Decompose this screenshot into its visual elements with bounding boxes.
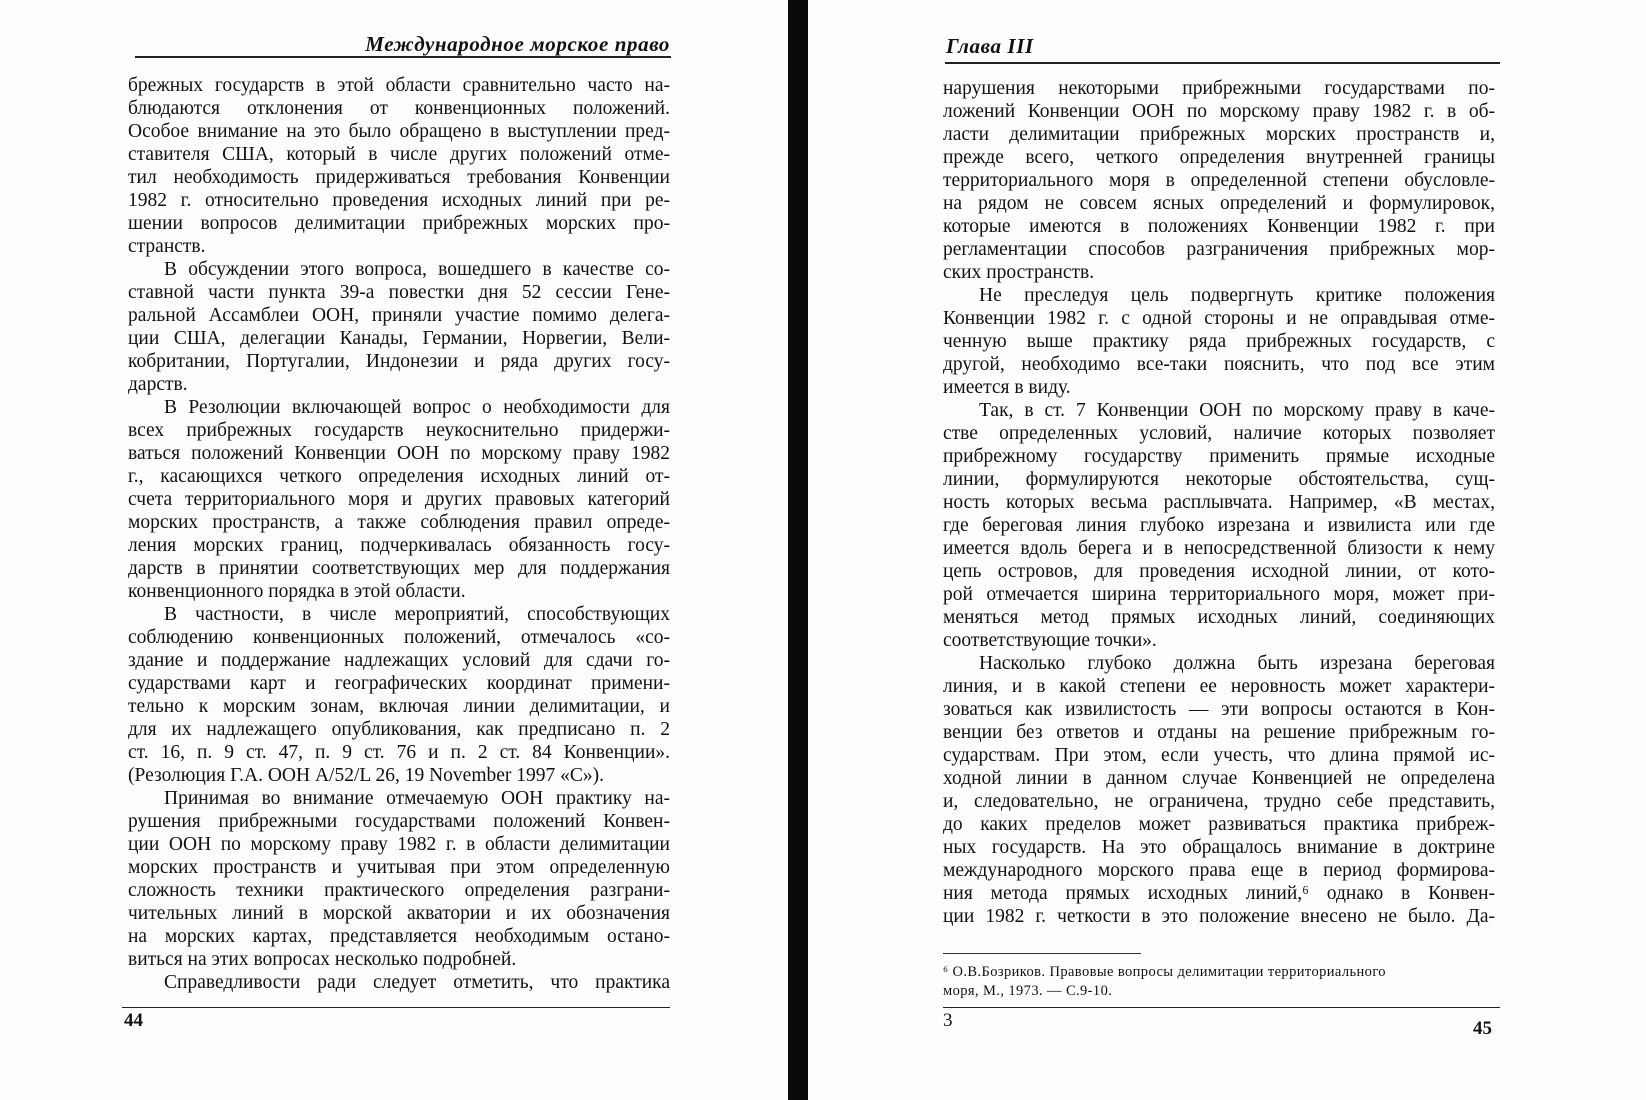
footer-rule [943, 1007, 1500, 1008]
text-line: прежде всего, четкого определения внутренней границы [943, 147, 1495, 168]
sheet-mark: 3 [943, 1010, 953, 1031]
text-line: которые имеются в положениях Конвенции 1982 г. при [943, 216, 1495, 237]
text-line: нарушения некоторыми прибрежными государствами по- [943, 78, 1495, 99]
text-line: на рядом не совсем ясных определений и формулировок, [943, 193, 1495, 214]
text-line: морских пространств и учитывая при этом определенную [128, 857, 670, 878]
page-number: 44 [124, 1010, 143, 1031]
left-page [0, 0, 790, 1100]
book-spine [788, 0, 808, 1100]
text-line: ложений Конвенции ООН по морскому праву 1982 г. в об- [943, 101, 1495, 122]
text-line: счета территориального моря и других правовых категорий [128, 489, 670, 510]
text-line: В Резолюции включающей вопрос о необходимости для [164, 397, 670, 418]
text-line: ставной части пункта 39-а повестки дня 52 сессии Гене- [128, 282, 670, 303]
text-line: соответствующие точки». [943, 630, 1157, 651]
text-line: до каких пределов может развиваться практика прибреж- [943, 814, 1495, 835]
text-line: блюдаются отклонения от конвенционных положений. [128, 98, 670, 119]
text-line: тельно к морским зонам, включая линии делимитации, и [128, 696, 670, 717]
header-rule [945, 62, 1500, 64]
text-line: меняться метод прямых исходных линий, соединяющих [943, 607, 1495, 628]
text-line: 1982 г. относительно проведения исходных линий при ре- [128, 190, 670, 211]
text-line: ции США, делегации Канады, Германии, Норвегии, Вели- [128, 328, 670, 349]
text-line: где береговая линия глубоко изрезана и извилиста или где [943, 515, 1495, 536]
text-line: венции без ответов и отданы на решение прибрежным го- [943, 722, 1495, 743]
right-page [808, 0, 1646, 1100]
text-line: ласти делимитации прибрежных морских пространств и, [943, 124, 1495, 145]
header-rule [135, 56, 671, 58]
text-line: морских пространств, а также соблюдения правил опреде- [128, 512, 670, 533]
text-line: ставителя США, который в числе других положений отме- [128, 144, 670, 165]
text-line: международного морского права еще в период формирова- [943, 860, 1495, 881]
text-line: Справедливости ради следует отметить, что практика [164, 972, 670, 993]
text-line: ных государств. На это обращалось внимание в доктрине [943, 837, 1495, 858]
text-line: здание и поддержание надлежащих условий для сдачи го- [128, 650, 670, 671]
left-body-text [128, 74, 670, 994]
text-line: В обсуждении этого вопроса, вошедшего в качестве со- [164, 259, 670, 280]
text-line: ность которых весьма расплывчата. Например, «В местах, [943, 492, 1495, 513]
text-line: ции 1982 г. четкости в это положение внесено не было. Да- [943, 906, 1495, 927]
footnote-rule [943, 953, 1141, 954]
text-line: сударствами карт и географических координат примени- [128, 673, 670, 694]
text-line: и, следовательно, не ограничена, трудно себе представить, [943, 791, 1495, 812]
text-line: Не преследуя цель подвергнуть критике положения [979, 285, 1495, 306]
text-line: конвенционного порядка в этой области. [128, 581, 466, 602]
text-line: Так, в ст. 7 Конвенции ООН по морскому праву в каче- [979, 400, 1495, 421]
text-line: (Резолюция Г.А. ООН A/52/L 26, 19 November 1997 «C»). [128, 765, 605, 786]
text-line: ст. 16, п. 9 ст. 47, п. 9 ст. 76 и п. 2 ст. 84 Конвенции». [128, 742, 670, 763]
text-line: ваться положений Конвенции ООН по морскому праву 1982 [128, 443, 670, 464]
text-line: ских пространств. [943, 262, 1095, 283]
text-line: тил необходимость придерживаться требования Конвенции [128, 167, 670, 188]
text-line: зоваться как извилистость — эти вопросы остаются в Кон- [943, 699, 1495, 720]
right-body-text [943, 77, 1495, 928]
text-line: соблюдению конвенционных положений, отмечалось «со- [128, 627, 670, 648]
text-line: шении вопросов делимитации прибрежных морских про- [128, 213, 670, 234]
text-line: ходной линии в данном случае Конвенцией не определена [943, 768, 1495, 789]
text-line: виться на этих вопросах несколько подробней. [128, 949, 517, 970]
text-line: Конвенции 1982 г. с одной стороны и не оправдывая отме- [943, 308, 1495, 329]
running-head: Глава III [946, 34, 1034, 58]
text-line: Особое внимание на это было обращено в выступлении пред- [128, 121, 670, 142]
text-line: сударствам. При этом, если учесть, что длина прямой ис- [943, 745, 1495, 766]
text-line: г., касающихся четкого определения исходных линий от- [128, 466, 670, 487]
text-line: на морских картах, представляется необходимым остано- [128, 926, 670, 947]
text-line: для их надлежащего опубликования, как предписано п. 2 [128, 719, 670, 740]
text-line: территориального моря в определенной степени обусловле- [943, 170, 1495, 191]
text-line: ции ООН по морскому праву 1982 г. в области делимитации [128, 834, 670, 855]
text-line: ральной Ассамблеи ООН, приняли участие помимо делега- [128, 305, 670, 326]
footnote [943, 963, 1386, 1001]
text-line: другой, необходимо все-таки пояснить, что под все этим [943, 354, 1495, 375]
text-line: сложность техники практического определения разграни- [128, 880, 670, 901]
text-line: стве определенных условий, наличие которых позволяет [943, 423, 1495, 444]
text-line: Насколько глубоко должна быть изрезана береговая [979, 653, 1495, 674]
footnote-line: ⁶ О.В.Бозриков. Правовые вопросы делимитации территориального [943, 964, 1386, 980]
text-line: дарств в принятии соответствующих мер для поддержания [128, 558, 670, 579]
text-line: рушения прибрежными государствами положений Конвен- [128, 811, 670, 832]
text-line: странств. [128, 236, 206, 257]
text-line: линии, формулируются некоторые обстоятельства, сущ- [943, 469, 1495, 490]
text-line: рой отмечается ширина территориального моря, может при- [943, 584, 1495, 605]
text-line: ния метода прямых исходных линий,⁶ однако в Конвен- [943, 883, 1495, 904]
text-line: брежных государств в этой области сравнительно часто на- [128, 75, 670, 96]
text-line: Принимая во внимание отмечаемую ООН практику на- [164, 788, 670, 809]
footnote-line: моря, М., 1973. — С.9-10. [943, 983, 1113, 999]
text-line: ченную выше практику ряда прибрежных государств, с [943, 331, 1495, 352]
text-line: имеется в виду. [943, 377, 1071, 398]
text-line: регламентации способов разграничения прибрежных мор- [943, 239, 1495, 260]
text-line: чительных линий в морской акватории и их обозначения [128, 903, 670, 924]
running-head: Международное морское право [365, 32, 670, 56]
text-line: линия, и в какой степени ее неровность может характери- [943, 676, 1495, 697]
text-line: прибрежному государству применить прямые исходные [943, 446, 1495, 467]
text-line: кобритании, Португалии, Индонезии и ряда других госу- [128, 351, 670, 372]
page-number: 45 [1473, 1018, 1492, 1039]
text-line: имеется вдоль берега и в непосредственной близости к нему [943, 538, 1495, 559]
footer-rule [122, 1007, 670, 1008]
text-line: В частности, в числе мероприятий, способствующих [164, 604, 670, 625]
text-line: ления морских границ, подчеркивалась обязанность госу- [128, 535, 670, 556]
text-line: всех прибрежных государств неукоснительно придержи- [128, 420, 670, 441]
text-line: дарств. [128, 374, 188, 395]
text-line: цепь островов, для проведения исходной линии, от кото- [943, 561, 1495, 582]
